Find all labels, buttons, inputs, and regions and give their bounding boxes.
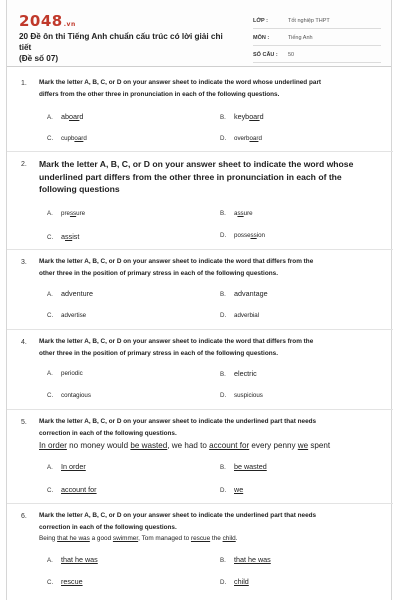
option-letter: C. <box>47 392 54 399</box>
option-text: account for <box>61 485 97 494</box>
question-5-option-c[interactable] <box>47 485 97 494</box>
option-text: child <box>234 577 249 586</box>
question-4-option-b[interactable] <box>220 369 257 378</box>
question-1-instruction <box>39 77 375 101</box>
option-letter: D. <box>220 579 227 586</box>
question-1-option-a[interactable] <box>47 112 83 121</box>
option-letter: B. <box>220 464 226 471</box>
option-text: that he was <box>61 555 98 564</box>
exam-page <box>6 0 392 600</box>
meta-key-count: SỐ CÂU : <box>253 52 278 58</box>
option-letter: C. <box>47 487 54 494</box>
question-2-option-b[interactable] <box>220 210 253 217</box>
question-3-instruction-line2: other three in the position of primary stress in each of the following questions. <box>39 270 278 277</box>
option-text: periodic <box>61 370 83 377</box>
meta-row-subject <box>253 31 381 46</box>
option-letter: C. <box>47 234 54 241</box>
meta-value-count: 50 <box>288 52 295 58</box>
option-text: advertise <box>61 312 87 319</box>
document-title-line1: 20 Đề ôn thi Tiếng Anh chuẩn cấu trúc có lời giải chi tiết <box>19 32 223 52</box>
question-6-option-d[interactable] <box>220 577 249 586</box>
page-header <box>7 0 391 67</box>
question-2-option-d[interactable] <box>220 232 265 239</box>
option-letter: D. <box>220 392 227 399</box>
option-text: keyboard <box>234 112 264 121</box>
question-6-instruction-line1: Mark the letter A, B, C, or D on your answer sheet to indicate the underlined part that needs <box>39 512 317 519</box>
question-5-number: 5. <box>21 419 27 426</box>
question-1-number: 1. <box>21 80 27 87</box>
question-3-option-c[interactable] <box>47 312 86 319</box>
document-title-line2: (Đề số 07) <box>19 54 59 63</box>
option-text: advantage <box>234 289 268 298</box>
logo-main: 2048 <box>19 12 63 30</box>
option-text: adverbial <box>234 312 260 319</box>
meta-key-subject: MÔN : <box>253 35 270 41</box>
option-text: pressure <box>61 210 86 217</box>
meta-row-count <box>253 48 381 63</box>
option-letter: A. <box>47 557 53 564</box>
option-letter: A. <box>47 464 53 471</box>
logo-suffix: .vn <box>63 21 76 28</box>
question-6-option-b[interactable] <box>220 555 271 564</box>
option-letter: C. <box>47 312 54 319</box>
option-letter: B. <box>220 371 226 378</box>
meta-info <box>253 14 381 65</box>
question-4-instruction <box>39 336 375 360</box>
question-3-instruction-line1: Mark the letter A, B, C, or D on your answer sheet to indicate the word that differs from the <box>39 258 314 265</box>
option-letter: B. <box>220 291 226 298</box>
question-divider <box>7 329 393 330</box>
option-letter: B. <box>220 557 226 564</box>
question-6-sentence: Being that he was a good swimmer, Tom managed to rescue the child. <box>39 535 238 542</box>
option-text: that he was <box>234 555 271 564</box>
option-text: electric <box>234 369 257 378</box>
question-3-option-d[interactable] <box>220 312 259 319</box>
option-letter: D. <box>220 312 227 319</box>
question-1-option-b[interactable] <box>220 112 264 121</box>
option-letter: A. <box>47 114 53 121</box>
question-2-option-c[interactable] <box>47 232 79 241</box>
option-text: suspicious <box>234 392 263 399</box>
question-2-instruction-line2: underlined part differs from the other three in pronunciation in each of the <box>39 171 342 182</box>
question-5-instruction-line2: correction in each of the following questions. <box>39 430 177 437</box>
option-letter: D. <box>220 232 227 239</box>
question-5-sentence: In order no money would be wasted, we had to account for every penny we spent <box>39 441 331 450</box>
question-2-instruction <box>39 158 375 196</box>
option-letter: C. <box>47 579 54 586</box>
question-4-option-d[interactable] <box>220 392 263 399</box>
option-letter: A. <box>47 370 53 377</box>
option-letter: A. <box>47 210 53 217</box>
option-text: assure <box>234 210 253 217</box>
question-5-instruction <box>39 416 375 440</box>
question-3-option-a[interactable] <box>47 289 93 298</box>
question-divider <box>7 503 393 504</box>
option-text: adventure <box>61 289 93 298</box>
question-4-option-c[interactable] <box>47 392 91 399</box>
meta-value-grade: Tốt nghiệp THPT <box>288 18 330 24</box>
question-2-number: 2. <box>21 161 27 168</box>
option-text: contagious <box>61 392 91 399</box>
option-text: rescue <box>61 577 83 586</box>
question-6-option-a[interactable] <box>47 555 98 564</box>
question-divider <box>7 151 393 152</box>
question-4-number: 4. <box>21 339 27 346</box>
meta-key-grade: LỚP : <box>253 18 268 24</box>
option-text: we <box>234 485 244 494</box>
question-5-option-d[interactable] <box>220 485 243 494</box>
question-1-instruction-line2: differs from the other three in pronunciation in each of the following questions. <box>39 91 280 98</box>
option-letter: B. <box>220 210 226 217</box>
option-text: cupboard <box>61 135 87 142</box>
site-logo[interactable] <box>19 12 76 30</box>
option-text: assist <box>61 232 80 241</box>
question-3-number: 3. <box>21 259 27 266</box>
question-6-instruction-line2: correction in each of the following questions. <box>39 524 177 531</box>
question-6-instruction <box>39 510 375 534</box>
question-4-instruction-line1: Mark the letter A, B, C, or D on your answer sheet to indicate the word that differs from the <box>39 338 314 345</box>
question-4-option-a[interactable] <box>47 370 83 377</box>
option-text: be wasted <box>234 462 267 471</box>
question-divider <box>7 249 393 250</box>
question-4-instruction-line2: other three in the position of primary stress in each of the following questions. <box>39 350 278 357</box>
question-divider <box>7 409 393 410</box>
meta-value-subject: Tiếng Anh <box>288 35 313 41</box>
option-text: possession <box>234 232 265 239</box>
question-5-option-a[interactable] <box>47 462 86 471</box>
question-2-instruction-line1: Mark the letter A, B, C, or D on your answer sheet to indicate the word whose <box>39 159 354 169</box>
option-text: In order <box>61 462 86 471</box>
document-title <box>19 31 234 64</box>
option-text: overboard <box>234 135 262 142</box>
question-1-instruction-line1: Mark the letter A, B, C, or D on your answer sheet to indicate the word whose underlined part <box>39 79 322 86</box>
option-letter: C. <box>47 135 54 142</box>
option-letter: D. <box>220 487 227 494</box>
meta-row-grade <box>253 14 381 29</box>
question-2-instruction-line3: following questions <box>39 184 120 194</box>
option-letter: B. <box>220 114 226 121</box>
question-1-option-c[interactable] <box>47 135 87 142</box>
option-letter: A. <box>47 291 53 298</box>
question-2-option-a[interactable] <box>47 210 85 217</box>
option-text: aboard <box>61 112 84 121</box>
question-6-number: 6. <box>21 513 27 520</box>
option-letter: D. <box>220 135 227 142</box>
question-5-instruction-line1: Mark the letter A, B, C, or D on your answer sheet to indicate the underlined part that needs <box>39 418 317 425</box>
question-5-option-b[interactable] <box>220 462 267 471</box>
question-6-option-c[interactable] <box>47 577 83 586</box>
question-1-option-d[interactable] <box>220 135 262 142</box>
question-3-option-b[interactable] <box>220 289 268 298</box>
question-3-instruction <box>39 256 375 280</box>
